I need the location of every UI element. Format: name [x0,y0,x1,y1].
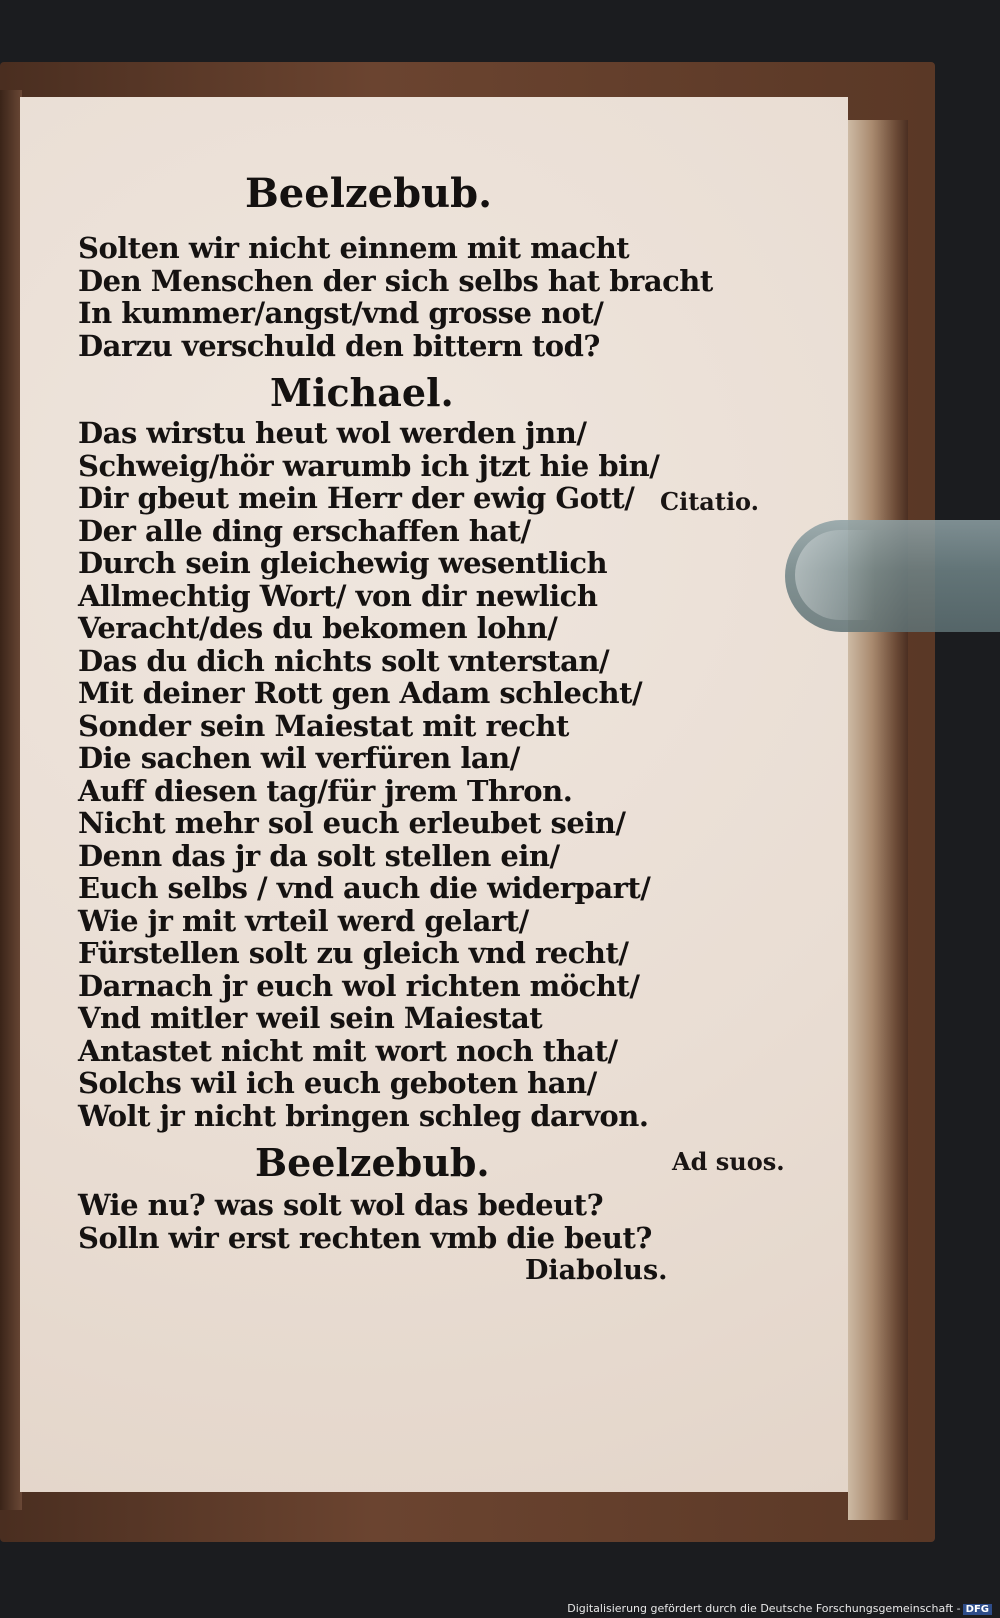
verse-line: Solchs wil ich euch geboten han/ [78,1066,597,1100]
verse-line: Allmechtig Wort/ von dir newlich [78,578,598,613]
verse-line: Nicht mehr sol euch erleubet sein/ [78,806,626,840]
verse-line: Die sachen wil verfüren lan/ [78,741,520,775]
verse-line: Euch selbs / vnd auch die widerpart/ [78,871,651,905]
verse-line: Wolt jr nicht bringen schleg darvon. [78,1098,649,1133]
margin-note-citatio: Citatio. [660,487,759,516]
verse-line: Auff diesen tag/für jrem Thron. [78,773,573,808]
verse-line: Das wirstu heut wol werden jnn/ [78,416,587,450]
verse-line: Dir gbeut mein Herr der ewig Gott/ [78,481,635,515]
verse-line: Durch sein gleichewig wesentlich [78,546,608,580]
speaker-heading-beelzebub: Beelzebub. [245,170,493,217]
speaker-heading-beelzebub-2: Beelzebub. [255,1140,490,1185]
verse-block-3 [78,1189,652,1254]
verse-line: Denn das jr da solt stellen ein/ [78,838,560,873]
verse-block-2 [78,417,659,1132]
verse-line: Wie nu? was solt wol das bedeut? [78,1188,604,1222]
margin-note-ad-suos: Ad suos. [672,1147,785,1176]
verse-line: Schweig/hör warumb ich jtzt hie bin/ [78,448,660,483]
verse-line: Wie jr mit vrteil werd gelart/ [78,903,529,938]
verse-line: Den Menschen der sich selbs hat bracht [78,263,713,298]
verse-line: Solln wir erst rechten vmb die beut? [78,1220,652,1255]
bookmark-clip-shine [795,530,875,620]
verse-line: Solten wir nicht einnem mit macht [78,231,630,265]
catchword: Diabolus. [525,1255,668,1286]
footer-text: Digitalisierung gefördert durch die Deutsche Forschungsgemeinschaft - [567,1602,961,1615]
footer-credit [567,1602,992,1615]
book-page [20,97,848,1492]
verse-line: Antastet nicht mit wort noch that/ [78,1033,618,1068]
verse-line: Sonder sein Maiestat mit recht [78,708,569,743]
page-edge [848,120,908,1520]
verse-line: Darzu verschuld den bittern tod? [78,328,600,363]
book-spine [0,90,22,1510]
verse-line: In kummer/angst/vnd grosse not/ [78,296,604,330]
verse-line: Darnach jr euch wol richten möcht/ [78,968,640,1003]
verse-line: Fürstellen solt zu gleich vnd recht/ [78,936,629,970]
verse-line: Das du dich nichts solt vnterstan/ [78,643,610,678]
speaker-heading-michael: Michael. [270,370,454,415]
dfg-logo: DFG [963,1604,992,1615]
verse-line: Mit deiner Rott gen Adam schlecht/ [78,676,643,710]
verse-line: Vnd mitler weil sein Maiestat [78,1001,543,1035]
verse-line: Veracht/des du bekomen lohn/ [78,611,558,645]
verse-block-1 [78,232,713,362]
verse-line: Der alle ding erschaffen hat/ [78,513,531,548]
